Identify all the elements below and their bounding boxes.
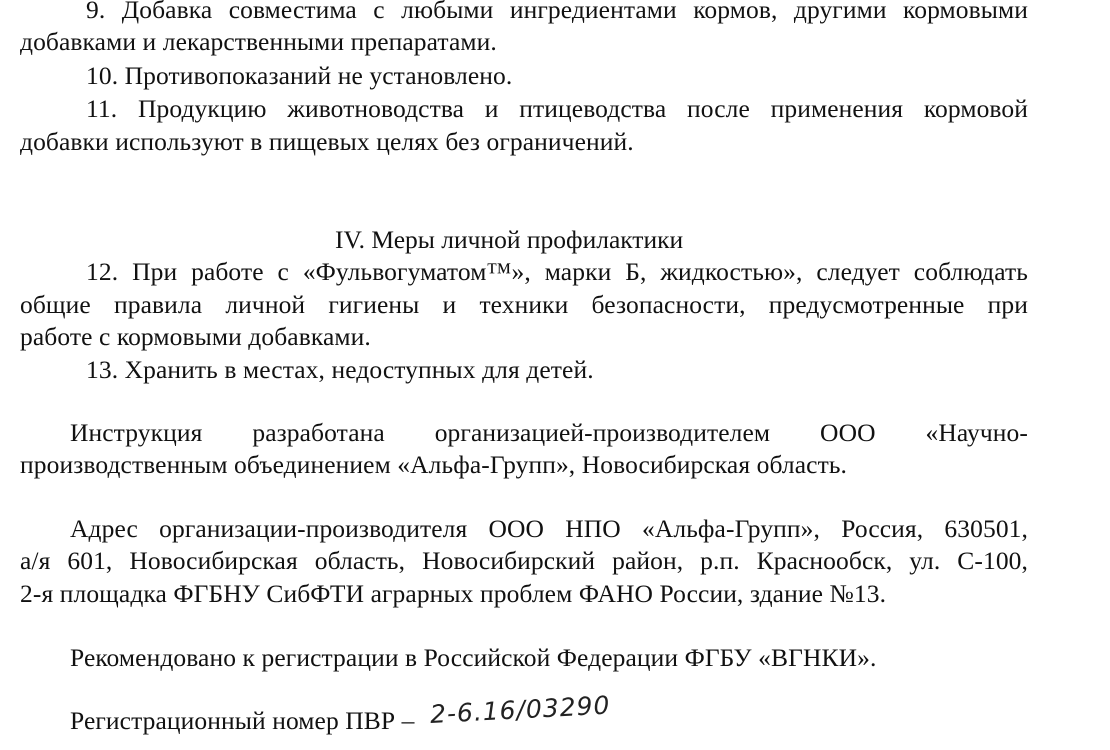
paragraph-12-line-3: работе с кормовыми добавками. bbox=[20, 322, 371, 351]
registration-label: Регистрационный номер ПВР – bbox=[70, 706, 415, 735]
address-line-3: 2-я площадка ФГБНУ СибФТИ аграрных проблем ФАНО России, здание №13. bbox=[20, 579, 887, 608]
paragraph-11-line-1: 11. Продукцию животноводства и птицеводства после применения кормовой bbox=[86, 94, 1028, 123]
recommendation-line: Рекомендовано к регистрации в Российской Федерации ФГБУ «ВГНКИ». bbox=[70, 643, 877, 672]
developer-line-1: Инструкция разработана организацией-производителем ООО «Научно- bbox=[70, 418, 1028, 447]
paragraph-9-line-2: добавками и лекарственными препаратами. bbox=[20, 27, 497, 56]
handwritten-registration-number: 2-6.16/03290 bbox=[429, 690, 612, 729]
paragraph-13: 13. Хранить в местах, недоступных для детей. bbox=[86, 355, 594, 384]
paragraph-12-line-2: общие правила личной гигиены и техники безопасности, предусмотренные при bbox=[20, 290, 1028, 319]
paragraph-10: 10. Противопоказаний не установлено. bbox=[86, 61, 513, 90]
paragraph-12-line-1: 12. При работе с «Фульвогуматом™», марки Б, жидкостью», следует соблюдать bbox=[86, 257, 1028, 286]
section-iv-heading: IV. Меры личной профилактики bbox=[335, 225, 684, 254]
address-line-1: Адрес организации-производителя ООО НПО «Альфа-Групп», Россия, 630501, bbox=[70, 514, 1028, 543]
address-line-2: а/я 601, Новосибирская область, Новосибирский район, р.п. Краснообск, ул. С-100, bbox=[20, 546, 1028, 575]
developer-line-2: производственным объединением «Альфа-Групп», Новосибирская область. bbox=[20, 450, 848, 479]
paragraph-9-line-1: 9. Добавка совместима с любыми ингредиентами кормов, другими кормовыми bbox=[86, 0, 1028, 24]
paragraph-11-line-2: добавки используют в пищевых целях без ограничений. bbox=[20, 127, 634, 156]
